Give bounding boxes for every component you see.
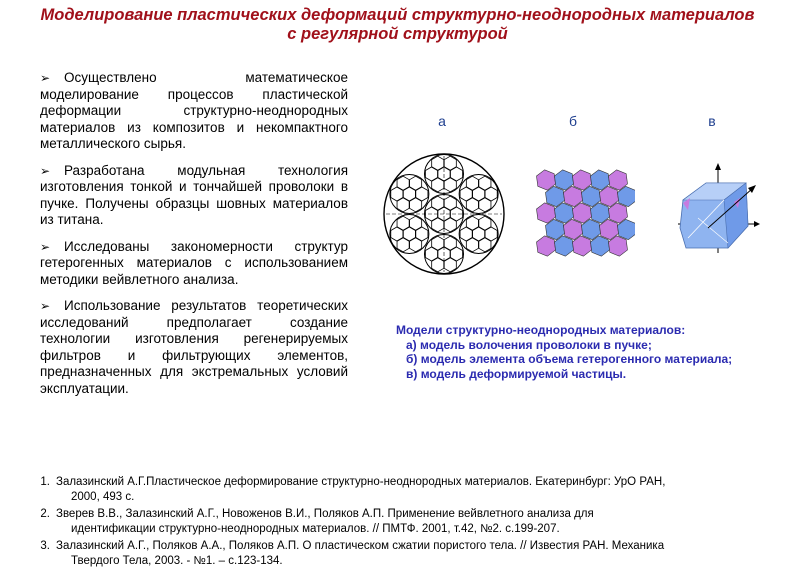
reference-number: 1. bbox=[40, 476, 50, 488]
figure-label-a: а bbox=[438, 113, 446, 129]
arrow-bullet-icon: ➢ bbox=[40, 71, 51, 85]
bullet-item: ➢ Использование результатов теоретических исследований предполагает создание технологии изготовления регенерируемых фильтров и фильтрующих элементов, предназначенных для экстремальных условий эксплуатации. bbox=[40, 298, 348, 396]
slide-title: Моделирование пластических деформаций структурно-неоднородных материалов с регулярной структурой bbox=[40, 6, 755, 43]
figure-caption bbox=[396, 323, 786, 381]
bullet-list bbox=[40, 70, 348, 407]
figure-label-b: б bbox=[568, 113, 578, 129]
caption-item-a: а) модель волочения проволоки в пучке; bbox=[406, 337, 652, 352]
bullet-item: ➢ Исследованы закономерности структур гетерогенных материалов с использованием методики вейвлетного анализа. bbox=[40, 238, 348, 287]
caption-heading: Модели структурно-неоднородных материалов: bbox=[396, 323, 686, 337]
caption-item-v: в) модель деформируемой частицы. bbox=[406, 366, 627, 381]
bullet-item: ➢ Разработана модульная технология изготовления тонкой и тончайшей проволоки в пучке. Получены образцы шовных материалов из титана. bbox=[40, 162, 348, 227]
bullet-item: ➢ Осуществлено математическое моделирование процессов пластической деформации структурно-неоднородных материалов из композитов и некомпактного металлического сырья. bbox=[40, 70, 348, 151]
references-list bbox=[28, 475, 778, 571]
x-axis-arrow-icon bbox=[754, 221, 760, 227]
figure-label-v: в bbox=[708, 113, 716, 129]
deformable-particle-diagram bbox=[668, 158, 768, 258]
heterogeneous-volume-diagram bbox=[535, 168, 635, 258]
caption-item-b: б) модель элемента объема гетерогенного материала; bbox=[406, 352, 733, 366]
arrow-bullet-icon: ➢ bbox=[40, 299, 51, 313]
wire-bundle-diagram bbox=[382, 152, 506, 276]
reference-number: 3. bbox=[40, 540, 50, 552]
reference-item: 3. Залазинский А.Г., Поляков А.А., Поляков А.П. О пластическом сжатии пористого тела. // Известия РАН. Механика Твердого Тела, 2003. - №1. – с.123-134. bbox=[28, 539, 778, 568]
reference-item: 2. Зверев В.В., Залазинский А.Г., Новоженов В.И., Поляков А.П. Применение вейвлетного анализа для идентификации структурно-неоднородных материалов. // ПМТФ. 2001, т.42, №2. с.199-207. bbox=[28, 507, 778, 536]
reference-number: 2. bbox=[40, 508, 50, 520]
reference-item: 1. Залазинский А.Г.Пластическое деформирование структурно-неоднородных материалов. Екатеринбург: УрО РАН, 2000, 493 с. bbox=[28, 475, 778, 504]
arrow-bullet-icon: ➢ bbox=[40, 239, 51, 254]
grain-cell bbox=[536, 236, 555, 256]
arrow-bullet-icon: ➢ bbox=[40, 163, 51, 178]
z-axis-arrow-icon bbox=[715, 163, 721, 170]
